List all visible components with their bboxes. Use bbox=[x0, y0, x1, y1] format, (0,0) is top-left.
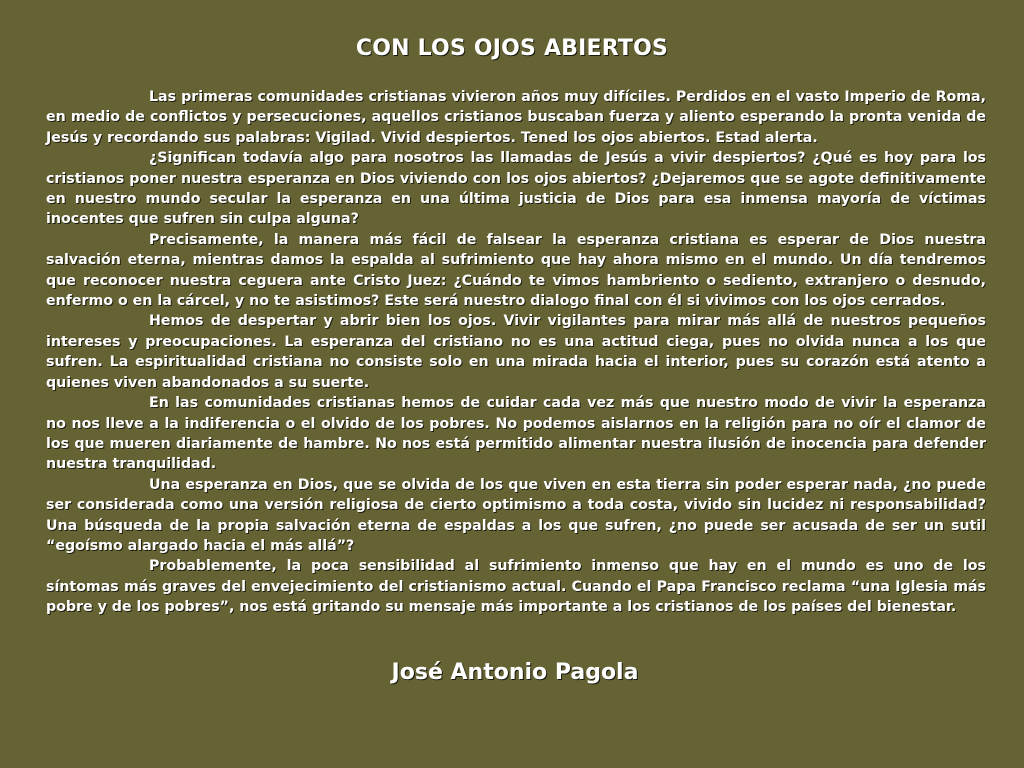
paragraph: En las comunidades cristianas hemos de cuidar cada vez más que nuestro modo de vivir la esperanza no nos lleve a la indiferencia o el olvido de los pobres. No podemos aislarnos en la religión para no oír el clamor de los que mueren diariamente de hambre. No nos está permitido alimentar nuestra ilusión de inocencia para defender nuestra tranquilidad. bbox=[46, 395, 986, 473]
paragraph: Hemos de despertar y abrir bien los ojos. Vivir vigilantes para mirar más allá de nuestros pequeños intereses y preocupaciones. La esperanza del cristiano no es una actitud ciega, pues no olvida nunca a los que sufren. La espiritualidad cristiana no consiste solo en una mirada hacia el interior, pues su corazón está atento a quienes viven abandonados a su suerte. bbox=[46, 313, 986, 391]
paragraph: Precisamente, la manera más fácil de falsear la esperanza cristiana es esperar de Dios nuestra salvación eterna, mientras damos la espalda al sufrimiento que hay ahora mismo en el mundo. Un día tendremos que reconocer nuestra ceguera ante Cristo Juez: ¿Cuándo te vimos hambriento o sediento, extranjero o desnudo, enfermo o en la cárcel, y no te asistimos? Este será nuestro dialogo final con él si vivimos con los ojos cerrados. bbox=[46, 231, 986, 310]
paragraph: Probablemente, la poca sensibilidad al sufrimiento inmenso que hay en el mundo es uno de los síntomas más graves del envejecimiento del cristianismo actual. Cuando el Papa Francisco reclama “una Iglesia más pobre y de los pobres”, nos está gritando su mensaje más importante a los cristianos de los países del bienestar. bbox=[46, 558, 986, 616]
author-signature: José Antonio Pagola bbox=[391, 660, 639, 685]
paragraph: ¿Significan todavía algo para nosotros las llamadas de Jesús a vivir despiertos? ¿Qué es hoy para los cristianos poner nuestra esperanza en Dios viviendo con los ojos abiertos? ¿Dejaremos que se agote definitivamente en nuestro mundo secular la esperanza en una última justicia de Dios para esa inmensa mayoría de víctimas inocentes que sufren sin culpa alguna? bbox=[46, 150, 986, 228]
paragraph: Una esperanza en Dios, que se olvida de los que viven en esta tierra sin poder esperar nada, ¿no puede ser considerada como una versión religiosa de cierto optimismo a toda costa, vivido sin lucidez ni responsabilidad? Una búsqueda de la propia salvación eterna de espaldas a los que sufren, ¿no puede ser acusada de ser un sutil “egoísmo alargado hacia el más allá”? bbox=[46, 476, 986, 554]
paragraph: Las primeras comunidades cristianas vivieron años muy difíciles. Perdidos en el vasto Imperio de Roma, en medio de conflictos y persecuciones, aquellos cristianos buscaban fuerza y aliento esperando la pronta venida de Jesús y recordando sus palabras: Vigilad. Vivid despiertos. Tened los ojos abiertos. Estad alerta. bbox=[46, 89, 986, 146]
article-body bbox=[46, 87, 986, 618]
page-title: CON LOS OJOS ABIERTOS bbox=[355, 36, 669, 61]
